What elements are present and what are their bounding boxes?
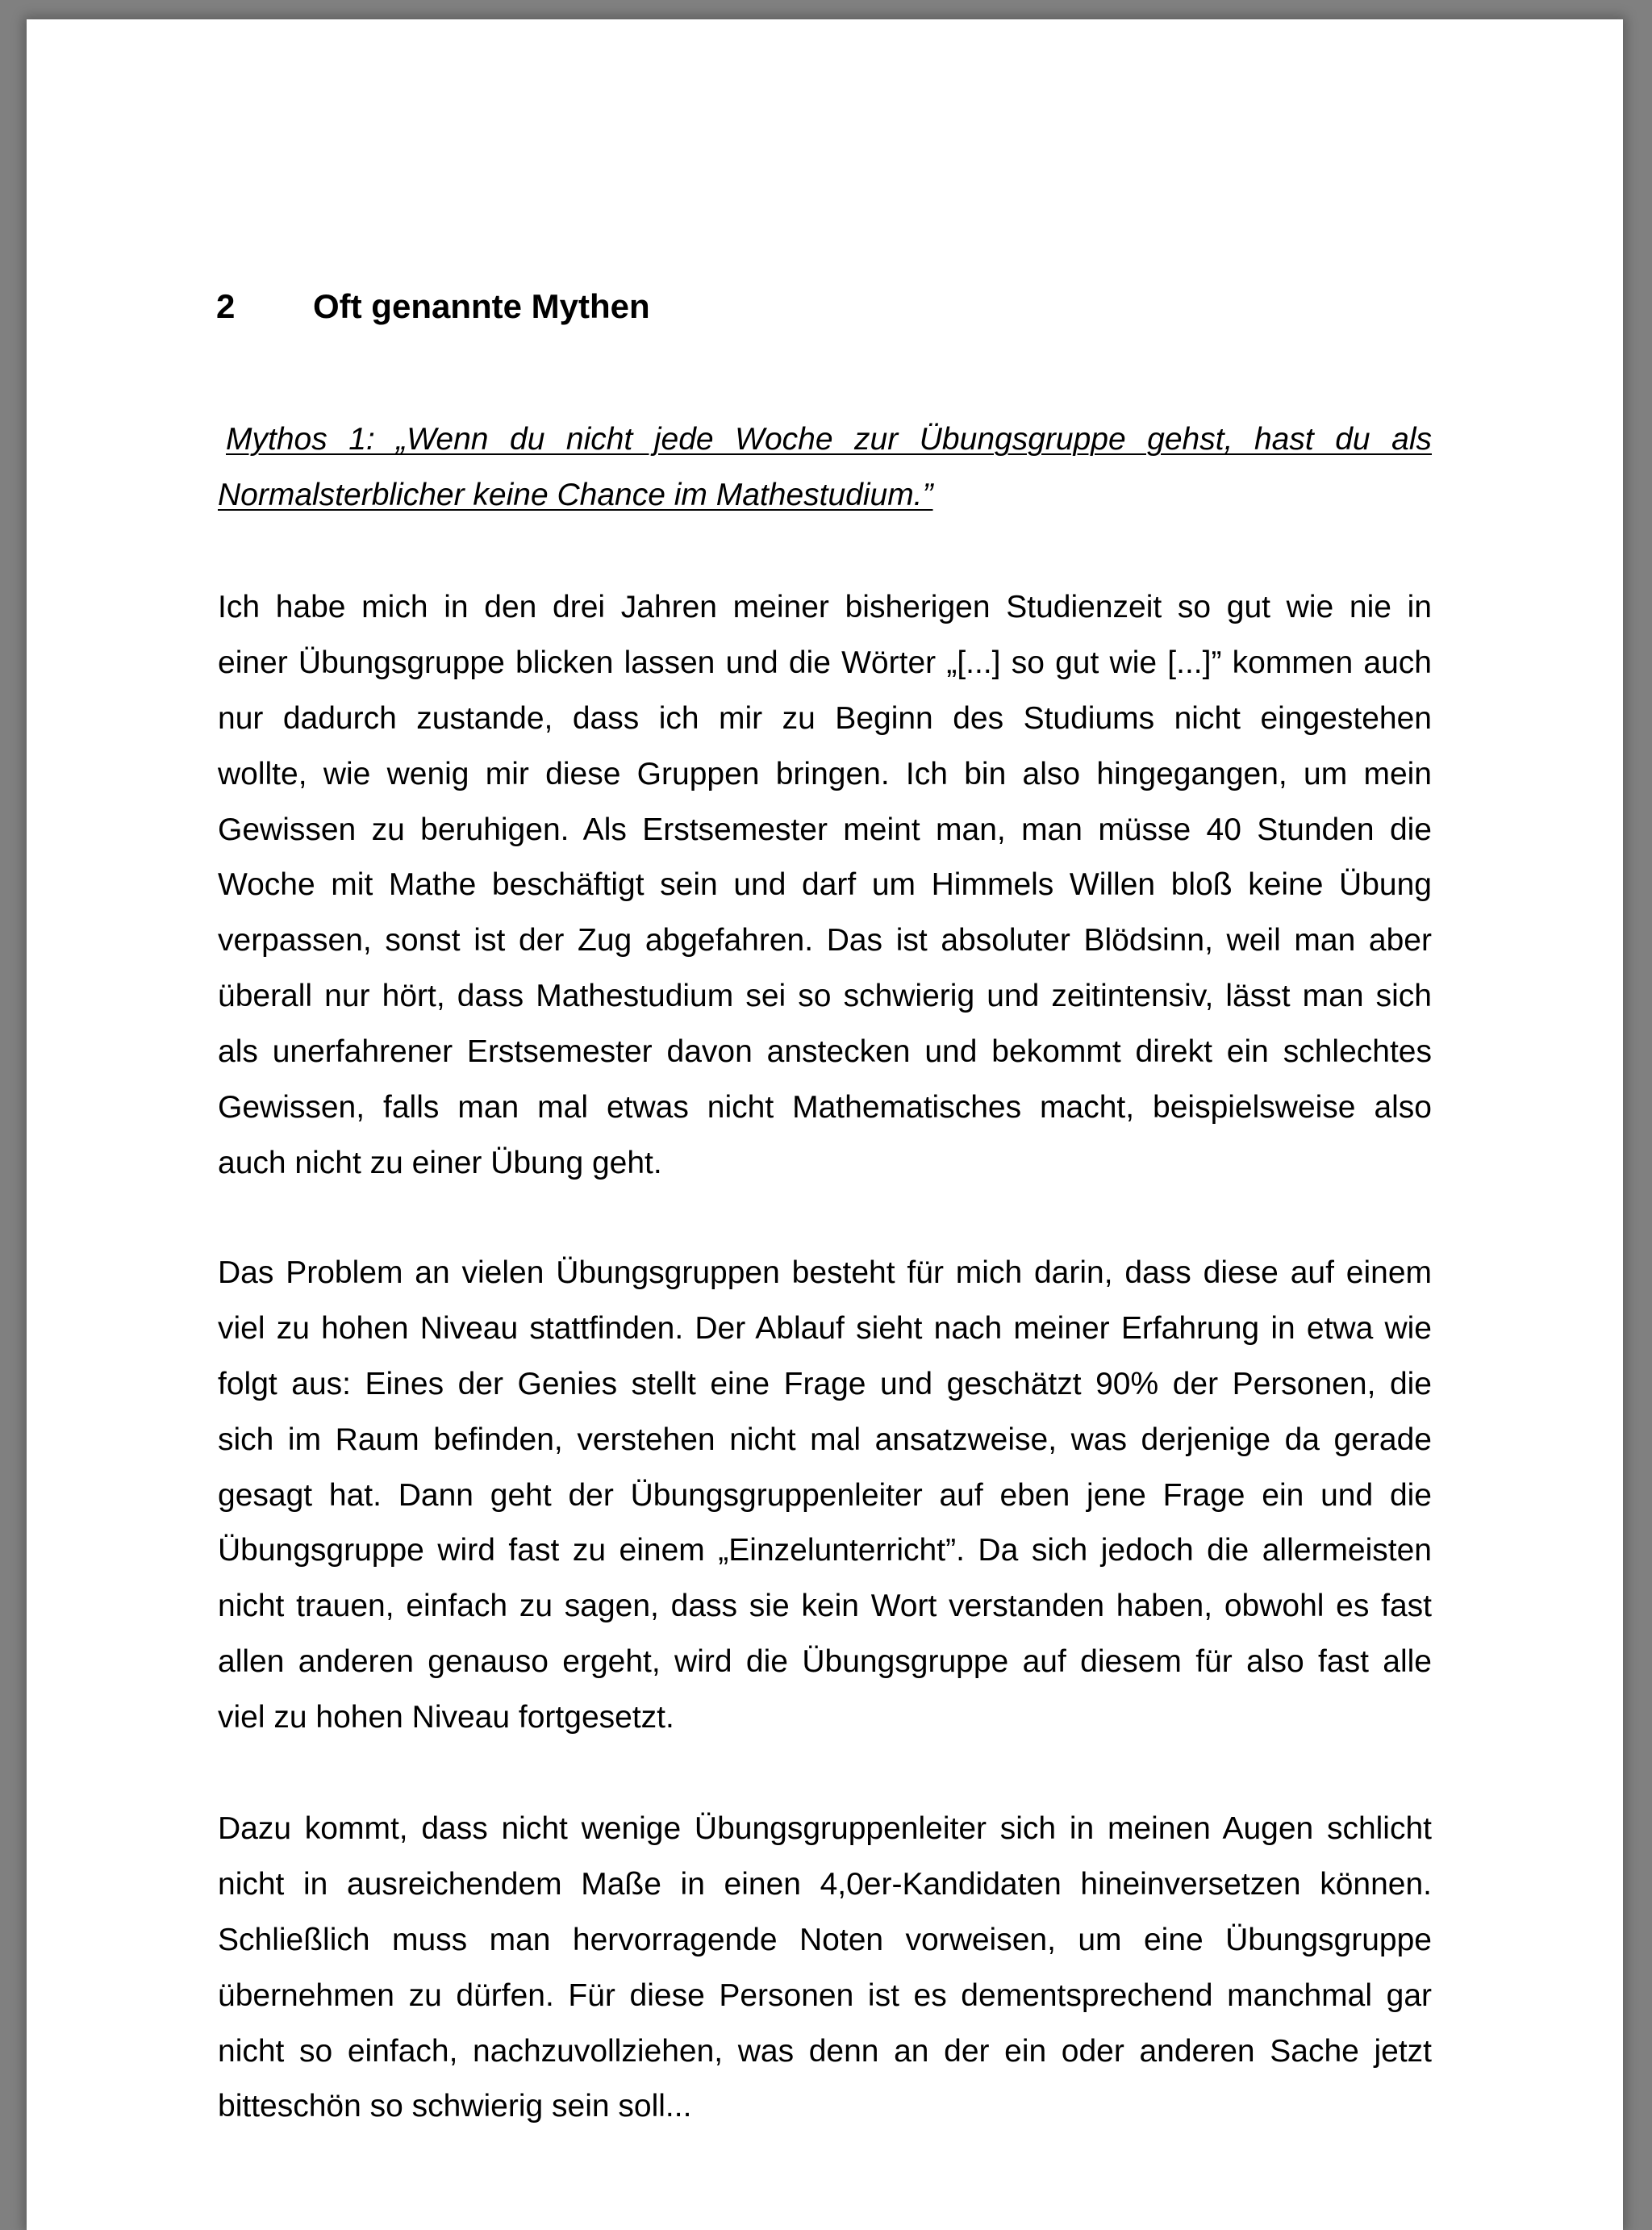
text-line: viel zu hohen Niveau stattfinden. Der Ablauf sieht nach meiner Erfahrung in etwa wie [218,1310,1432,1346]
text-line: bitteschön so schwierig sein soll... [218,2089,692,2124]
text-line: nur dadurch zustande, dass ich mir zu Beginn des Studiums nicht eingestehen [218,700,1432,736]
paragraph-1 [218,580,1432,1192]
text-line: Ich habe mich in den drei Jahren meiner bisherigen Studienzeit so gut wie nie in [218,590,1432,624]
text-line: als unerfahrener Erstsemester davon anstecken und bekommt direkt ein schlechtes [218,1034,1432,1070]
text-line: folgt aus: Eines der Genies stellt eine Frage und geschätzt 90% der Personen, die [218,1366,1432,1401]
text-line: Gewissen zu beruhigen. Als Erstsemester meint man, man müsse 40 Stunden die [218,812,1432,847]
paragraph-2 [218,1246,1432,1746]
text-line: gesagt hat. Dann geht der Übungsgruppenleiter auf eben jene Frage ein und die [218,1477,1432,1513]
myth-line: Mythos 1: „Wenn du nicht jede Woche zur Übungsgruppe gehst, hast du als [226,422,1432,457]
text-line: Woche mit Mathe beschäftigt sein und darf um Himmels Willen bloß keine Übung [218,867,1432,903]
text-line: auch nicht zu einer Übung geht. [218,1145,662,1180]
text-line: nicht in ausreichendem Maße in einen 4,0er-Kandidaten hineinversetzen können. [218,1866,1432,1902]
myth-line: Normalsterblicher keine Chance im Mathestudium.” [218,477,933,512]
myth-statement [218,412,1432,524]
text-line: Gewissen, falls man mal etwas nicht Mathematisches macht, beispielsweise also [218,1090,1432,1125]
section-number: 2 [216,287,236,325]
text-line: wollte, wie wenig mir diese Gruppen bringen. Ich bin also hingegangen, um mein [218,756,1432,791]
text-line: überall nur hört, dass Mathestudium sei so schwierig und zeitintensiv, lässt man sich [218,979,1432,1014]
text-line: Dazu kommt, dass nicht wenige Übungsgruppenleiter sich in meinen Augen schlicht [218,1811,1432,1846]
text-line: Das Problem an vielen Übungsgruppen besteht für mich darin, dass diese auf einem [218,1255,1432,1290]
section-title: Oft genannte Mythen [313,287,650,325]
document-page [27,19,1623,2230]
text-line: sich im Raum befinden, verstehen nicht mal ansatzweise, was derjenige da gerade [218,1422,1432,1457]
text-line: allen anderen genauso ergeht, wird die Übungsgruppe auf diesem für also fast alle [218,1644,1432,1680]
text-line: übernehmen zu dürfen. Für diese Personen ist es dementsprechend manchmal gar [218,1977,1432,2013]
text-line: Übungsgruppe wird fast zu einem „Einzelunterricht”. Da sich jedoch die allermeisten [218,1533,1432,1568]
text-line: viel zu hohen Niveau fortgesetzt. [218,1700,674,1735]
text-line: einer Übungsgruppe blicken lassen und die Wörter „[...] so gut wie [...]” kommen auch [218,645,1432,680]
text-line: Schließlich muss man hervorragende Noten vorweisen, um eine Übungsgruppe [218,1922,1432,1957]
text-line: verpassen, sonst ist der Zug abgefahren. Das ist absoluter Blödsinn, weil man aber [218,923,1432,958]
text-line: nicht trauen, einfach zu sagen, dass sie kein Wort verstanden haben, obwohl es fast [218,1589,1432,1624]
paragraph-3 [218,1802,1432,2135]
text-line: nicht so einfach, nachzuvollziehen, was denn an der ein oder anderen Sache jetzt [218,2033,1432,2069]
